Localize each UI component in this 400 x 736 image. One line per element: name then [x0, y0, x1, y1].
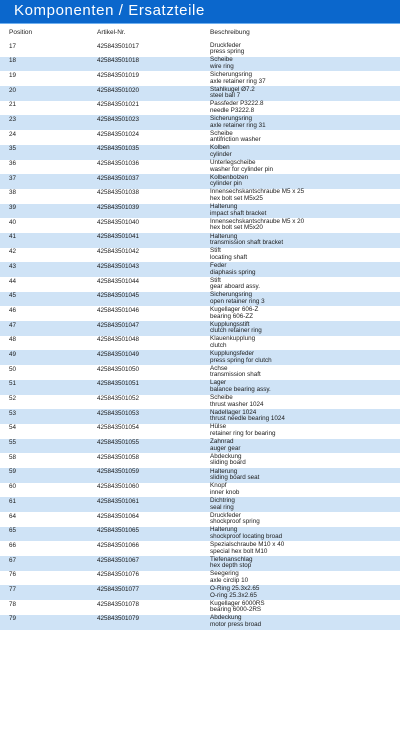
- description: [210, 586, 259, 599]
- description-german: Kupplungsfeder: [210, 350, 255, 358]
- description: [210, 72, 266, 85]
- table-row: [0, 233, 400, 248]
- description-german: Sicherungsring: [210, 70, 253, 78]
- position-number: 17: [9, 42, 17, 50]
- table-row: [0, 306, 400, 321]
- description-german: Innensechskantschraube M5 x 25: [210, 188, 305, 196]
- description-english: press spring: [210, 48, 245, 56]
- position-number: 23: [9, 115, 17, 123]
- article-number: 425843501079: [97, 615, 140, 623]
- description: [210, 557, 252, 570]
- table-row: [0, 174, 400, 189]
- position-number: 58: [9, 453, 17, 461]
- description: [210, 439, 240, 452]
- description-english: washer for cylinder pin: [210, 165, 273, 173]
- article-number: 425843501023: [97, 115, 140, 123]
- description: [210, 513, 260, 526]
- description-german: Sicherungsring: [210, 115, 253, 123]
- description: [210, 498, 235, 511]
- article-number: 425843501017: [97, 42, 140, 50]
- description: [210, 219, 304, 232]
- article-number: 425843501024: [97, 130, 140, 138]
- table-row: [0, 145, 400, 160]
- position-number: 51: [9, 380, 17, 388]
- position-number: 38: [9, 189, 17, 197]
- description-english: motor press broad: [210, 621, 262, 628]
- position-number: 59: [9, 468, 17, 476]
- position-number: 42: [9, 248, 17, 256]
- description-german: Scheibe: [210, 129, 233, 137]
- position-number: 53: [9, 409, 17, 417]
- position-number: 54: [9, 424, 17, 432]
- description-german: Stahlkugel Ø7.2: [210, 85, 255, 93]
- description-english: special hex bolt M10: [210, 547, 268, 555]
- description-english: wire ring: [210, 62, 234, 70]
- position-number: 39: [9, 204, 17, 212]
- table-row: [0, 277, 400, 292]
- position-number: 52: [9, 395, 17, 402]
- article-number: 425843501035: [97, 145, 140, 153]
- description: [210, 483, 239, 496]
- header-description: Beschreibung: [210, 29, 250, 36]
- article-number: 425843501058: [97, 453, 140, 461]
- article-number: 425843501037: [97, 174, 140, 182]
- article-number: 425843501060: [97, 483, 140, 491]
- article-number: 425843501053: [97, 409, 140, 417]
- description-english: clutch retainer ring: [210, 327, 262, 335]
- article-number: 425843501064: [97, 512, 140, 520]
- description-english: needle P3222.8: [210, 106, 255, 114]
- article-number: 425843501045: [97, 292, 140, 300]
- article-number: 425843501036: [97, 160, 140, 167]
- table-row: [0, 483, 400, 498]
- description: [210, 410, 285, 423]
- description-german: Stift: [210, 276, 221, 284]
- article-number: 425843501067: [97, 556, 140, 564]
- description-german: Kolben: [210, 144, 230, 152]
- description-german: Hülse: [210, 423, 227, 431]
- description-german: Abdeckung: [210, 452, 242, 460]
- table-row: [0, 497, 400, 512]
- table-row: [0, 409, 400, 424]
- table-row: [0, 439, 400, 454]
- article-number: 425843501051: [97, 380, 140, 388]
- article-number: 425843501077: [97, 585, 140, 593]
- description-german: Dichtring: [210, 496, 235, 504]
- table-row: [0, 189, 400, 204]
- position-number: 47: [9, 321, 17, 329]
- description-german: Seegering: [210, 570, 239, 578]
- description-english: impact shaft bracket: [210, 209, 267, 217]
- table-row: [0, 42, 400, 57]
- position-number: 67: [9, 556, 17, 564]
- description-german: Achse: [210, 364, 228, 372]
- description-english: axle circlip 10: [210, 576, 249, 584]
- article-number: 425843501021: [97, 101, 140, 109]
- article-number: 425843501043: [97, 262, 140, 270]
- description: [210, 101, 264, 114]
- description-english: cylinder pin: [210, 180, 242, 188]
- description-english: inner knob: [210, 488, 240, 496]
- table-row: [0, 380, 400, 395]
- table-row: [0, 365, 400, 380]
- description-english: retainer ring for bearing: [210, 430, 276, 438]
- description-english: axle retainer ring 37: [210, 77, 266, 85]
- description: [210, 366, 261, 379]
- description-german: Kolbenbolzen: [210, 173, 249, 181]
- description-german: Innensechskantschraube M5 x 20: [210, 217, 305, 225]
- position-number: 44: [9, 277, 17, 285]
- description-german: Abdeckung: [210, 614, 242, 622]
- position-number: 19: [9, 71, 17, 79]
- description-german: Scheibe: [210, 56, 233, 64]
- description: [210, 380, 271, 393]
- position-number: 50: [9, 365, 17, 373]
- description-german: O-Ring 25.3x2.65: [210, 585, 260, 593]
- description-german: Passfeder P3222.8: [210, 100, 264, 108]
- description: [210, 204, 266, 217]
- header-article-number: Artikel-Nr.: [97, 29, 126, 36]
- table-row: [0, 160, 400, 175]
- description-english: hex bolt set M5x25: [210, 195, 263, 203]
- position-number: 78: [9, 600, 17, 608]
- description: [210, 424, 275, 437]
- description-english: open retainer ring 3: [210, 297, 265, 305]
- description: [210, 351, 272, 364]
- header-position: Position: [9, 29, 33, 36]
- description-english: thrust needle bearing 1024: [210, 415, 285, 423]
- description-german: Druckfeder: [210, 511, 241, 519]
- description-german: Stift: [210, 247, 221, 255]
- description: [210, 395, 264, 408]
- article-number: 425843501050: [97, 365, 140, 373]
- description: [210, 57, 234, 70]
- article-number: 425843501054: [97, 424, 140, 432]
- description-english: bearing 606-ZZ: [210, 312, 254, 320]
- table-row: [0, 600, 400, 615]
- position-number: 65: [9, 527, 17, 535]
- description-english: antifriction washer: [210, 136, 261, 144]
- description-german: Halterung: [210, 526, 238, 534]
- table-row: [0, 615, 400, 630]
- article-number: 425843501059: [97, 468, 140, 476]
- article-number: 425843501048: [97, 336, 140, 344]
- article-number: 425843501019: [97, 71, 140, 79]
- table-row: [0, 424, 400, 439]
- table-row: [0, 218, 400, 233]
- table-row: [0, 512, 400, 527]
- description-german: Knopf: [210, 482, 227, 490]
- page-title: Komponenten / Ersatzteile: [14, 2, 205, 19]
- table-row: [0, 350, 400, 365]
- description: [210, 527, 282, 540]
- position-number: 21: [9, 101, 17, 109]
- article-number: 425843501040: [97, 218, 140, 226]
- description-english: cylinder: [210, 151, 232, 158]
- description: [210, 454, 246, 467]
- description-german: Druckfeder: [210, 41, 241, 49]
- position-number: 35: [9, 145, 17, 153]
- title-banner: [0, 0, 400, 24]
- description: [210, 307, 258, 320]
- position-number: 20: [9, 86, 17, 94]
- table-row: [0, 527, 400, 542]
- article-number: 425843501020: [97, 86, 140, 94]
- description-english: bearing 6000-2RS: [210, 606, 262, 614]
- parts-table: [0, 42, 400, 630]
- description-english: thrust washer 1024: [210, 400, 264, 408]
- table-row: [0, 292, 400, 307]
- description-english: shockproof locating broad: [210, 532, 283, 540]
- description-german: Halterung: [210, 232, 238, 240]
- table-row: [0, 321, 400, 336]
- article-number: 425843501042: [97, 248, 140, 256]
- description: [210, 601, 265, 614]
- description-german: Kugellager 606-Z: [210, 305, 259, 313]
- description: [210, 189, 304, 202]
- description-english: axle retainer ring 31: [210, 121, 266, 129]
- description-english: hex bolt set M5x20: [210, 224, 263, 232]
- table-row: [0, 262, 400, 277]
- article-number: 425843501047: [97, 321, 140, 329]
- article-number: 425843501039: [97, 204, 140, 212]
- table-row: [0, 585, 400, 600]
- description: [210, 131, 261, 144]
- description-english: auger gear: [210, 444, 241, 452]
- description: [210, 322, 262, 335]
- position-number: 18: [9, 57, 17, 65]
- description-english: locating shaft: [210, 253, 248, 261]
- table-row: [0, 541, 400, 556]
- article-number: 425843501018: [97, 57, 140, 65]
- description-german: Halterung: [210, 203, 238, 211]
- description-english: press spring for clutch: [210, 356, 272, 364]
- position-number: 36: [9, 160, 17, 167]
- description-english: seal ring: [210, 503, 234, 511]
- table-row: [0, 101, 400, 116]
- position-number: 43: [9, 262, 17, 270]
- description-english: transmission shaft: [210, 371, 261, 379]
- description: [210, 116, 266, 129]
- position-number: 77: [9, 585, 17, 593]
- description-german: Unterlegscheibe: [210, 159, 256, 167]
- article-number: 425843501052: [97, 395, 140, 402]
- table-row: [0, 468, 400, 483]
- position-number: 61: [9, 497, 17, 505]
- article-number: 425843501078: [97, 600, 140, 608]
- table-row: [0, 571, 400, 586]
- position-number: 48: [9, 336, 17, 344]
- article-number: 425843501049: [97, 350, 140, 358]
- description-english: steel ball 7: [210, 92, 241, 100]
- description: [210, 43, 244, 56]
- description-english: balance bearing assy.: [210, 386, 271, 393]
- description-english: O-ring 25.3x2.65: [210, 591, 257, 599]
- article-number: 425843501076: [97, 571, 140, 579]
- description-german: Zahnrad: [210, 438, 234, 446]
- position-number: 76: [9, 571, 17, 579]
- description-german: Lager: [210, 379, 227, 387]
- position-number: 24: [9, 130, 17, 138]
- article-number: 425843501066: [97, 541, 140, 549]
- description: [210, 278, 260, 291]
- description-german: Nadellager 1024: [210, 408, 257, 416]
- description-english: transmission shaft bracket: [210, 239, 284, 247]
- description: [210, 145, 232, 158]
- description-german: Spezialschraube M10 x 40: [210, 540, 285, 548]
- description-german: Sicherungsring: [210, 291, 253, 299]
- description-german: Halterung: [210, 467, 238, 475]
- position-number: 41: [9, 233, 17, 241]
- article-number: 425843501044: [97, 277, 140, 285]
- description: [210, 87, 255, 100]
- description-english: sliding board: [210, 459, 246, 467]
- position-number: 40: [9, 218, 17, 226]
- position-number: 37: [9, 174, 17, 182]
- description-english: hex depth stop: [210, 562, 252, 570]
- description: [210, 263, 256, 276]
- description-english: diaphasis spring: [210, 268, 256, 276]
- description: [210, 248, 247, 261]
- description: [210, 542, 284, 555]
- description: [210, 571, 248, 584]
- description: [210, 160, 273, 173]
- table-row: [0, 204, 400, 219]
- description-english: clutch: [210, 341, 227, 349]
- table-row: [0, 556, 400, 571]
- article-number: 425843501038: [97, 189, 140, 197]
- position-number: 45: [9, 292, 17, 300]
- description-german: Klauenkupplung: [210, 335, 256, 343]
- table-row: [0, 86, 400, 101]
- description-english: sliding board seat: [210, 474, 260, 482]
- description-german: Kugellager 6000RS: [210, 599, 265, 607]
- table-row: [0, 395, 400, 410]
- position-number: 46: [9, 306, 17, 314]
- table-header: [0, 29, 400, 41]
- position-number: 55: [9, 439, 17, 447]
- description-german: Kupplungsstift: [210, 320, 250, 328]
- table-row: [0, 453, 400, 468]
- article-number: 425843501046: [97, 306, 140, 314]
- description-english: gear aboard assy.: [210, 283, 260, 291]
- description-german: Tiefenanschlag: [210, 555, 253, 563]
- table-row: [0, 130, 400, 145]
- position-number: 60: [9, 483, 17, 491]
- position-number: 49: [9, 350, 17, 358]
- description-german: Feder: [210, 261, 227, 269]
- position-number: 66: [9, 541, 17, 549]
- description: [210, 615, 261, 628]
- article-number: 425843501065: [97, 527, 140, 535]
- article-number: 425843501061: [97, 497, 140, 505]
- description-english: shockproof spring: [210, 518, 260, 526]
- article-number: 425843501041: [97, 233, 140, 241]
- table-row: [0, 336, 400, 351]
- table-row: [0, 57, 400, 72]
- position-number: 64: [9, 512, 17, 520]
- description: [210, 175, 248, 188]
- table-row: [0, 115, 400, 130]
- position-number: 79: [9, 615, 17, 623]
- description-german: Scheibe: [210, 394, 233, 402]
- description: [210, 292, 265, 305]
- description: [210, 234, 283, 247]
- description: [210, 336, 255, 349]
- description: [210, 469, 259, 482]
- article-number: 425843501055: [97, 439, 140, 447]
- table-row: [0, 248, 400, 263]
- table-row: [0, 71, 400, 86]
